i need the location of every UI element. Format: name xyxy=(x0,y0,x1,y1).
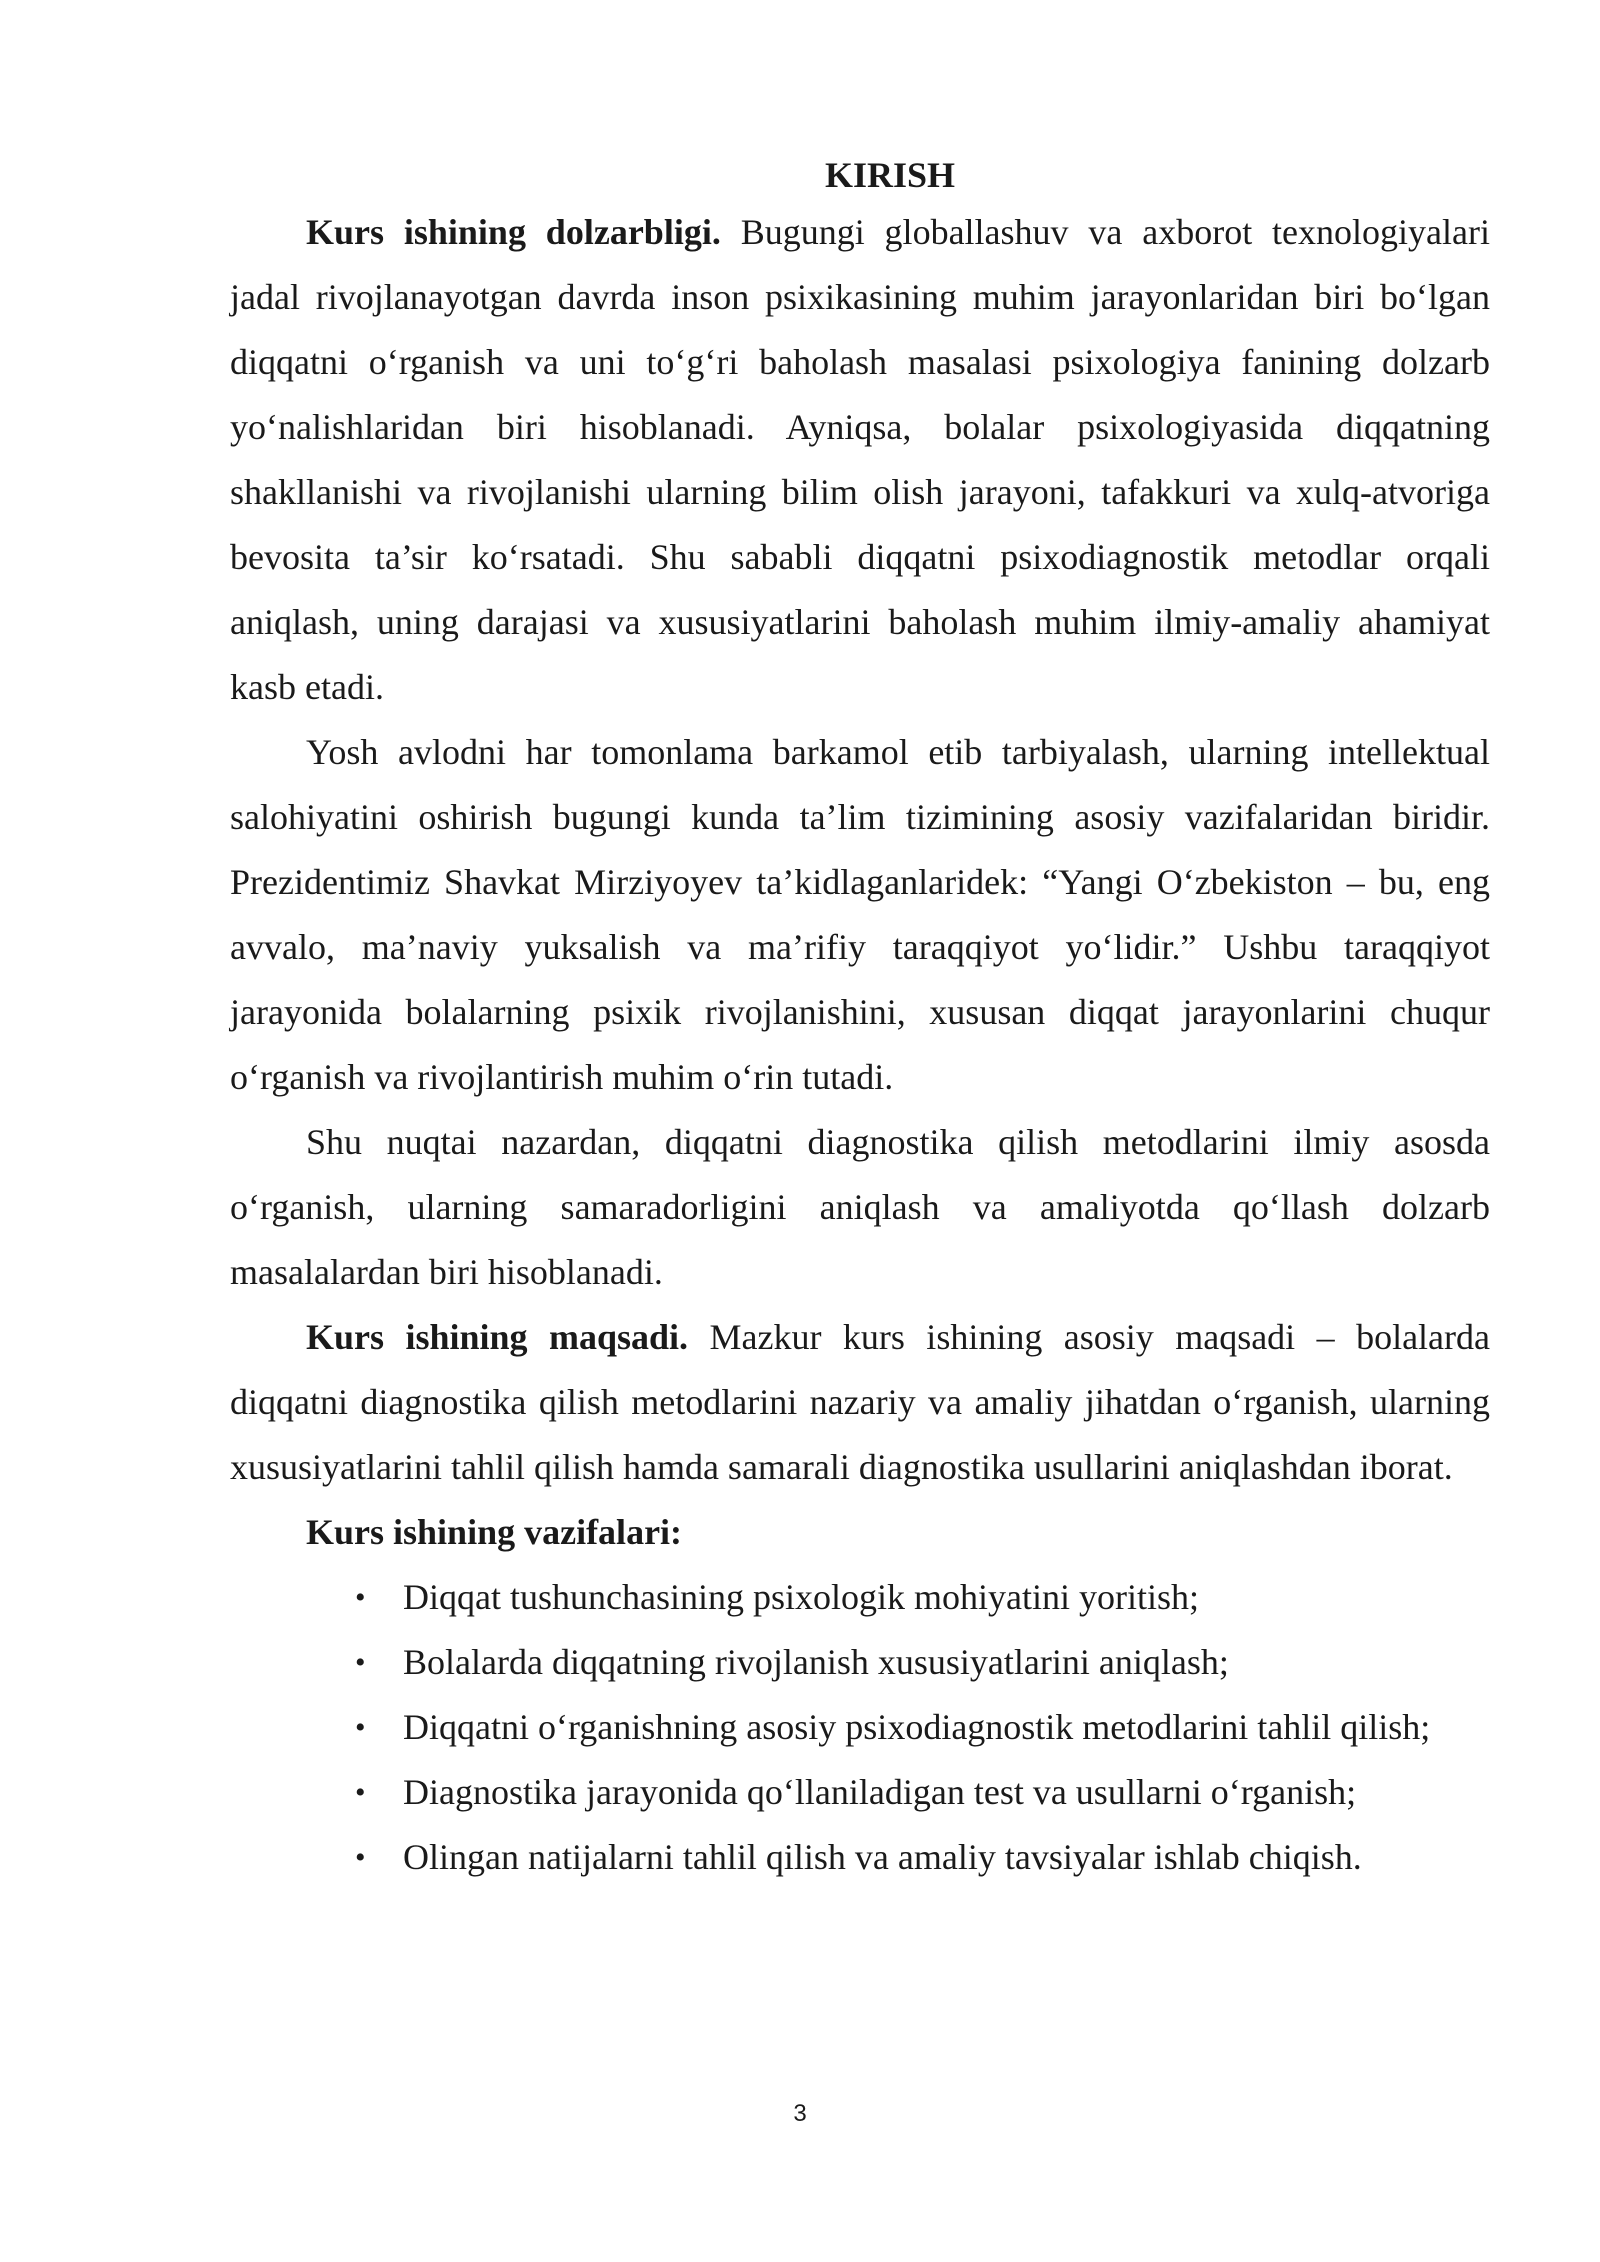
task-text: Diqqatni o‘rganishning asosiy psixodiagnostik metodlarini tahlil qilish; xyxy=(403,1707,1431,1747)
list-item xyxy=(230,1825,1490,1890)
goal-text: Mazkur kurs ishining asosiy maqsadi – bolalarda diqqatni diagnostika qilish metodlarini nazariy va amaliy jihatdan o‘rganish, ularning xususiyatlarini tahlil qilish hamda samarali diagnostika usullarini aniqlashdan iborat. xyxy=(230,1317,1490,1487)
relevance-text: Bugungi globallashuv va axborot texnologiyalari jadal rivojlanayotgan davrda inson psixikasining muhim jarayonlaridan biri bo‘lgan diqqatni o‘rganish va uni to‘g‘ri baholash masalasi psixologiya fanining dolzarb yo‘nalishlaridan biri hisoblanadi. Ayniqsa, bolalar psixologiyasida diqqatning shakllanishi va rivojlanishi ularning bilim olish jarayoni, tafakkuri va xulq-atvoriga bevosita ta’sir ko‘rsatadi. Shu sababli diqqatni psixodiagnostik metodlar orqali aniqlash, uning darajasi va xususiyatlarini baholash muhim ilmiy-amaliy ahamiyat kasb etadi. xyxy=(230,212,1490,707)
task-text: Bolalarda diqqatning rivojlanish xususiyatlarini aniqlash; xyxy=(403,1642,1229,1682)
task-text: Olingan natijalarni tahlil qilish va amaliy tavsiyalar ishlab chiqish. xyxy=(403,1837,1362,1877)
bullet-icon: • xyxy=(355,1776,366,1809)
list-item xyxy=(230,1760,1490,1825)
relevance-lead: Kurs ishining dolzarbligi. xyxy=(306,212,721,252)
task-text: Diqqat tushunchasining psixologik mohiyatini yoritish; xyxy=(403,1577,1199,1617)
tasks-title: Kurs ishining vazifalari: xyxy=(306,1512,683,1552)
paragraph-3: Shu nuqtai nazardan, diqqatni diagnostika qilish metodlarini ilmiy asosda o‘rganish, ularning samaradorligini aniqlash va amaliyotda qo‘llash dolzarb masalalardan biri hisoblanadi. xyxy=(230,1122,1490,1292)
paragraph-2: Yosh avlodni har tomonlama barkamol etib tarbiyalash, ularning intellektual salohiyatini oshirish bugungi kunda ta’lim tizimining asosiy vazifalaridan biridir. Prezidentimiz Shavkat Mirziyoyev ta’kidlaganlaridek: “Yangi O‘zbekiston – bu, eng avvalo, ma’naviy yuksalish va ma’rifiy taraqqiyot yo‘lidir.” Ushbu taraqqiyot jarayonida bolalarning psixik rivojlanishini, xususan diqqat jarayonlarini chuqur o‘rganish va rivojlantirish muhim o‘rin tutadi. xyxy=(230,732,1490,1097)
bullet-icon: • xyxy=(355,1581,366,1614)
tasks-list xyxy=(230,1565,1490,1890)
task-text: Diagnostika jarayonida qo‘llaniladigan test va usullarni o‘rganish; xyxy=(403,1772,1357,1812)
goal-paragraph xyxy=(230,1305,1490,1500)
bullet-icon: • xyxy=(355,1841,366,1874)
page-number: 3 xyxy=(793,2100,807,2127)
goal-lead: Kurs ishining maqsadi. xyxy=(306,1317,689,1357)
list-item xyxy=(230,1630,1490,1695)
list-item xyxy=(230,1565,1490,1630)
section-heading: KIRISH xyxy=(824,155,956,195)
document-page xyxy=(230,150,1490,1890)
list-item xyxy=(230,1695,1490,1760)
relevance-paragraph xyxy=(230,200,1490,720)
bullet-icon: • xyxy=(355,1646,366,1679)
bullet-icon: • xyxy=(355,1711,366,1744)
